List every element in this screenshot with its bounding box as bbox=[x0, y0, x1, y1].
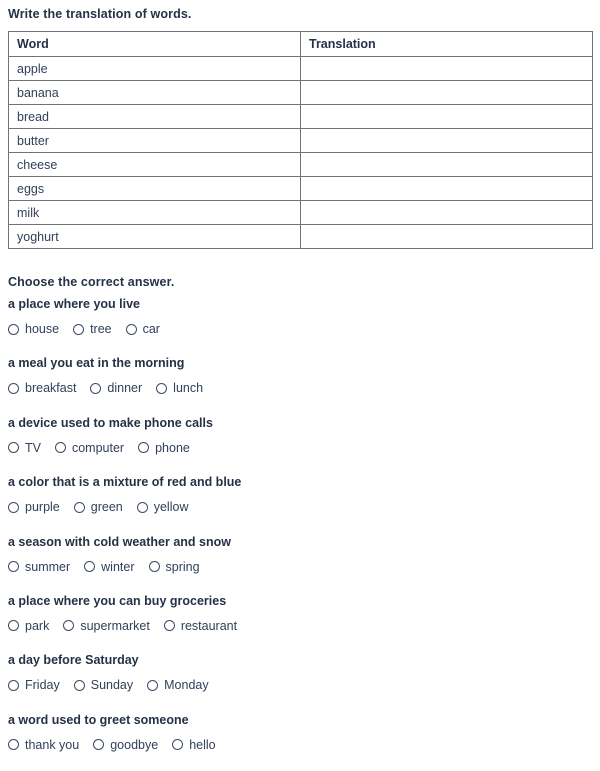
radio-option-label: supermarket bbox=[80, 618, 150, 633]
option-group bbox=[8, 619, 251, 633]
option-group bbox=[8, 500, 202, 514]
radio-option-label: park bbox=[25, 618, 50, 633]
translation-answer-cell[interactable] bbox=[301, 129, 593, 153]
radio-option-label: summer bbox=[25, 559, 71, 574]
radio-option-label: car bbox=[142, 322, 160, 336]
radio-circle-icon[interactable] bbox=[8, 324, 19, 335]
radio-circle-icon[interactable] bbox=[8, 502, 19, 513]
column-header-translation: Translation bbox=[301, 32, 593, 57]
radio-circle-icon[interactable] bbox=[156, 383, 167, 394]
radio-circle-icon[interactable] bbox=[8, 739, 19, 750]
translation-answer-cell[interactable] bbox=[301, 153, 593, 177]
question-prompt: a color that is a mixture of red and blue bbox=[8, 475, 242, 490]
radio-option[interactable] bbox=[147, 678, 208, 692]
table-row bbox=[9, 57, 593, 81]
question-prompt: a place where you can buy groceries bbox=[8, 593, 227, 608]
radio-option-label: dinner bbox=[107, 381, 143, 396]
question-block bbox=[8, 593, 592, 652]
vocabulary-table-body bbox=[9, 57, 593, 249]
radio-circle-icon[interactable] bbox=[8, 680, 19, 691]
radio-circle-icon[interactable] bbox=[147, 680, 158, 691]
radio-circle-icon[interactable] bbox=[63, 620, 74, 631]
question-block bbox=[8, 712, 592, 771]
choice-section-heading: Choose the correct answer. bbox=[8, 275, 175, 289]
radio-circle-icon[interactable] bbox=[74, 680, 85, 691]
column-header-word: Word bbox=[9, 32, 301, 57]
radio-option[interactable] bbox=[84, 560, 134, 574]
table-row bbox=[9, 153, 593, 177]
translation-section-heading: Write the translation of words. bbox=[8, 7, 192, 21]
question-block bbox=[8, 474, 592, 533]
translation-answer-cell[interactable] bbox=[301, 57, 593, 81]
question-prompt: a season with cold weather and snow bbox=[8, 534, 231, 549]
table-row bbox=[9, 225, 593, 249]
question-prompt: a day before Saturday bbox=[8, 653, 139, 668]
radio-circle-icon[interactable] bbox=[8, 383, 19, 394]
option-group bbox=[8, 678, 223, 692]
radio-circle-icon[interactable] bbox=[164, 620, 175, 631]
radio-option-label: breakfast bbox=[25, 381, 77, 396]
radio-circle-icon[interactable] bbox=[137, 502, 148, 513]
radio-option[interactable] bbox=[8, 322, 59, 336]
radio-circle-icon[interactable] bbox=[149, 561, 160, 572]
radio-option-label: purple bbox=[25, 500, 60, 515]
radio-circle-icon[interactable] bbox=[73, 324, 84, 335]
translation-answer-cell[interactable] bbox=[301, 201, 593, 225]
radio-option-label: restaurant bbox=[180, 618, 238, 633]
question-block bbox=[8, 415, 592, 474]
radio-option[interactable] bbox=[164, 619, 237, 633]
word-cell: eggs bbox=[9, 177, 301, 201]
table-row bbox=[9, 105, 593, 129]
option-group bbox=[8, 322, 174, 336]
word-cell: bread bbox=[9, 105, 301, 129]
question-prompt: a place where you live bbox=[8, 297, 141, 311]
question-block bbox=[8, 652, 592, 711]
radio-option-label: tree bbox=[90, 322, 112, 336]
radio-option-label: phone bbox=[155, 440, 190, 455]
radio-option[interactable] bbox=[8, 500, 60, 514]
radio-circle-icon[interactable] bbox=[84, 561, 95, 572]
translation-answer-cell[interactable] bbox=[301, 81, 593, 105]
radio-option[interactable] bbox=[73, 322, 112, 336]
translation-answer-cell[interactable] bbox=[301, 225, 593, 249]
radio-option-label: thank you bbox=[25, 737, 80, 752]
radio-option-label: hello bbox=[189, 737, 216, 752]
radio-option-label: computer bbox=[71, 440, 125, 455]
word-cell: yoghurt bbox=[9, 225, 301, 249]
radio-option-label: TV bbox=[25, 440, 41, 455]
radio-option-label: yellow bbox=[153, 500, 189, 515]
radio-circle-icon[interactable] bbox=[74, 502, 85, 513]
radio-circle-icon[interactable] bbox=[8, 620, 19, 631]
radio-circle-icon[interactable] bbox=[172, 739, 183, 750]
radio-circle-icon[interactable] bbox=[138, 442, 149, 453]
radio-option[interactable] bbox=[63, 619, 149, 633]
translation-answer-cell[interactable] bbox=[301, 177, 593, 201]
option-group bbox=[8, 441, 204, 455]
radio-option[interactable] bbox=[8, 678, 60, 692]
radio-option[interactable] bbox=[156, 381, 203, 395]
radio-option[interactable] bbox=[55, 441, 124, 455]
question-block bbox=[8, 296, 592, 355]
radio-option[interactable] bbox=[8, 381, 76, 395]
radio-circle-icon[interactable] bbox=[93, 739, 104, 750]
radio-option[interactable] bbox=[8, 560, 70, 574]
radio-option-label: spring bbox=[165, 559, 200, 574]
table-header-row bbox=[9, 32, 593, 57]
radio-option[interactable] bbox=[74, 500, 123, 514]
radio-option-label: green bbox=[90, 500, 123, 515]
radio-circle-icon[interactable] bbox=[126, 324, 137, 335]
radio-option-label: Sunday bbox=[90, 678, 134, 693]
question-block bbox=[8, 355, 592, 414]
radio-option[interactable] bbox=[137, 500, 189, 514]
table-row bbox=[9, 177, 593, 201]
radio-circle-icon[interactable] bbox=[55, 442, 66, 453]
radio-option[interactable] bbox=[8, 441, 41, 455]
question-prompt: a device used to make phone calls bbox=[8, 415, 213, 430]
radio-option-label: lunch bbox=[173, 381, 204, 396]
table-row bbox=[9, 201, 593, 225]
radio-option-label: house bbox=[25, 322, 60, 336]
word-cell: butter bbox=[9, 129, 301, 153]
vocabulary-table bbox=[8, 31, 593, 249]
radio-option-label: winter bbox=[101, 559, 135, 574]
option-group bbox=[8, 560, 214, 574]
radio-option-label: Friday bbox=[25, 678, 60, 693]
radio-option[interactable] bbox=[74, 678, 133, 692]
radio-option-label: Monday bbox=[164, 678, 209, 693]
radio-option[interactable] bbox=[90, 381, 142, 395]
question-block bbox=[8, 534, 592, 593]
radio-option[interactable] bbox=[149, 560, 200, 574]
radio-option[interactable] bbox=[126, 322, 160, 336]
word-cell: apple bbox=[9, 57, 301, 81]
table-row bbox=[9, 129, 593, 153]
table-row bbox=[9, 81, 593, 105]
radio-circle-icon[interactable] bbox=[90, 383, 101, 394]
vocabulary-table-head bbox=[9, 32, 593, 57]
word-cell: milk bbox=[9, 201, 301, 225]
multiple-choice-list bbox=[8, 296, 592, 771]
radio-option-label: goodbye bbox=[110, 737, 159, 752]
word-cell: cheese bbox=[9, 153, 301, 177]
question-prompt: a meal you eat in the morning bbox=[8, 356, 185, 371]
question-prompt: a word used to greet someone bbox=[8, 712, 189, 727]
translation-answer-cell[interactable] bbox=[301, 105, 593, 129]
radio-option[interactable] bbox=[138, 441, 190, 455]
radio-circle-icon[interactable] bbox=[8, 561, 19, 572]
word-cell: banana bbox=[9, 81, 301, 105]
radio-circle-icon[interactable] bbox=[8, 442, 19, 453]
radio-option[interactable] bbox=[8, 619, 49, 633]
option-group bbox=[8, 381, 217, 395]
